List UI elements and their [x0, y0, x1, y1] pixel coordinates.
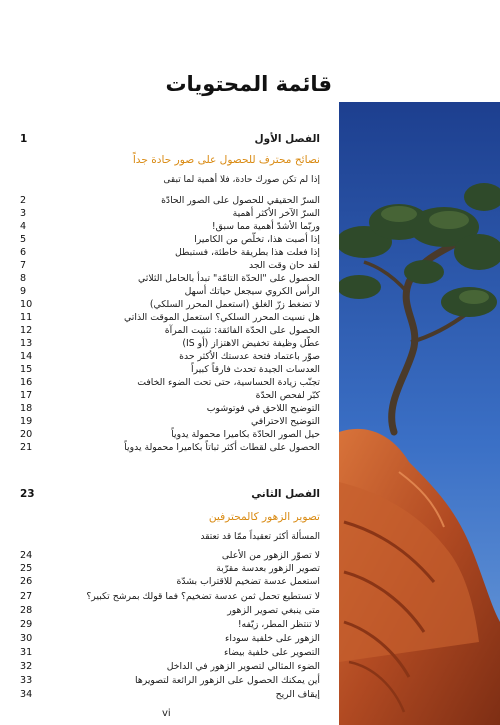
- entry-page-number: 26: [20, 576, 33, 587]
- entry-title: هل نسيت المحرر السلكي؟ استعمل الموقت الذاتي: [124, 312, 320, 323]
- toc-entry[interactable]: [20, 324, 320, 338]
- entry-page-number: 18: [20, 403, 33, 414]
- toc-entry[interactable]: [20, 428, 320, 442]
- toc-entry[interactable]: [20, 337, 320, 351]
- toc-entry[interactable]: [20, 376, 320, 390]
- entry-page-number: 6: [20, 247, 27, 258]
- toc-entry[interactable]: [20, 220, 320, 234]
- toc-entry[interactable]: [20, 259, 320, 273]
- entry-title: الحصول على لقطات أكثر ثباتاً بكاميرا محمولة يدوياً: [124, 442, 320, 453]
- entry-title: إذا فعلت هذا بطريقة خاطئة، فستبطل: [175, 247, 320, 258]
- entry-title: الحصول على "الحدّة التامّة" تبدأ بالحامل الثلاثي: [138, 273, 320, 284]
- entry-title: التوضيح الاحترافي: [250, 416, 320, 427]
- toc-entry[interactable]: [20, 604, 320, 618]
- toc-entry[interactable]: [20, 575, 320, 589]
- entry-title: متى ينبغي تصوير الزهور: [227, 605, 320, 616]
- toc-entry[interactable]: [20, 688, 320, 702]
- entry-title: لا تضغط زرّ الغلق (استعمل المحرر السلكي): [149, 299, 320, 310]
- toc-entry[interactable]: [20, 660, 320, 674]
- entry-title: تصوير الزهور بعدسة مقرّبة: [216, 563, 320, 574]
- tree-on-rock-photo: [339, 102, 500, 725]
- entry-title: التوضيح اللاحق في فوتوشوب: [206, 403, 320, 414]
- chapter-title: الفصل الثاني: [251, 488, 320, 500]
- chapter-subtitle: [20, 510, 320, 524]
- entry-page-number: 20: [20, 429, 33, 440]
- toc-entry[interactable]: [20, 246, 320, 260]
- entry-title: كبّر لفحص الحدّة: [255, 390, 320, 401]
- toc-entry[interactable]: [20, 618, 320, 632]
- entry-title: حيل الصور الحادّة بكاميرا محمولة يدوياً: [171, 429, 320, 440]
- chapter-page-number: 23: [20, 488, 35, 500]
- chapter-intro: [20, 530, 320, 544]
- entry-page-number: 21: [20, 442, 33, 453]
- toc-entry[interactable]: [20, 207, 320, 221]
- toc-entry[interactable]: [20, 389, 320, 403]
- entry-page-number: 7: [20, 260, 27, 271]
- toc-entry[interactable]: [20, 402, 320, 416]
- entry-title: السرّ الآخر الأكثر أهمية: [232, 208, 320, 219]
- entry-page-number: 16: [20, 377, 33, 388]
- chapter-subtitle: [20, 153, 320, 167]
- entry-page-number: 11: [20, 312, 33, 323]
- chapter-heading[interactable]: [20, 132, 320, 146]
- entry-page-number: 8: [20, 273, 27, 284]
- toc-entry[interactable]: [20, 590, 320, 604]
- chapter-intro: [20, 173, 320, 187]
- toc-entry[interactable]: [20, 233, 320, 247]
- chapter-intro-text: المسألة أكثر تعقيداً ممّا قد تعتقد: [200, 532, 320, 542]
- toc-entry[interactable]: [20, 298, 320, 312]
- toc-entry[interactable]: [20, 194, 320, 208]
- entry-title: السرّ الحقيقي للحصول على الصور الحادّة: [161, 195, 320, 206]
- page-number-footer: vi: [162, 708, 171, 719]
- entry-page-number: 19: [20, 416, 33, 427]
- entry-page-number: 29: [20, 619, 33, 630]
- entry-page-number: 25: [20, 563, 33, 574]
- entry-page-number: 32: [20, 661, 33, 672]
- chapter-subtitle-text: نصائح محترف للحصول على صور حادة جداً: [132, 154, 320, 166]
- entry-title: لا تستطيع تحمل ثمن عدسة تضخيم؟ فما قولك بمرشح تكبير؟: [86, 591, 320, 602]
- toc-entry[interactable]: [20, 632, 320, 646]
- toc-entry[interactable]: [20, 415, 320, 429]
- entry-title: الزهور على خلفية سوداء: [225, 633, 320, 644]
- entry-title: استعمل عدسة تضخيم للاقتراب بشدّة: [176, 576, 320, 587]
- toc-entry[interactable]: [20, 350, 320, 364]
- entry-page-number: 33: [20, 675, 33, 686]
- entry-page-number: 15: [20, 364, 33, 375]
- entry-page-number: 9: [20, 286, 27, 297]
- entry-title: تجنّب زيادة الحساسية، حتى تحت الضوء الخافت: [137, 377, 320, 388]
- entry-page-number: 14: [20, 351, 33, 362]
- entry-title: وربّما الأشدّ أهمية مما سبق!: [211, 221, 320, 232]
- entry-page-number: 13: [20, 338, 33, 349]
- entry-title: صوّر باعتماد فتحة عدستك الأكثر حدة: [179, 351, 320, 362]
- chapter-title: الفصل الأول: [254, 133, 320, 145]
- chapter-heading[interactable]: [20, 487, 320, 501]
- entry-title: الرأس الكروي سيجعل حياتك أسهل: [184, 286, 320, 297]
- entry-title: لا تنتظر المطر، زيّفه!: [237, 619, 320, 630]
- entry-title: أين يمكنك الحصول على الزهور الرائعة لتصويرها: [134, 675, 320, 686]
- chapter-page-number: 1: [20, 133, 28, 145]
- toc-entry[interactable]: [20, 285, 320, 299]
- entry-page-number: 27: [20, 591, 33, 602]
- toc-entry[interactable]: [20, 674, 320, 688]
- toc-entry[interactable]: [20, 549, 320, 563]
- page-title: قائمة المحتويات: [165, 72, 332, 96]
- entry-title: لقد حان وقت الجد: [248, 260, 320, 271]
- entry-page-number: 2: [20, 195, 27, 206]
- entry-page-number: 24: [20, 550, 33, 561]
- entry-title: عطّل وظيفة تخفيض الاهتزاز (أو IS): [182, 338, 320, 349]
- toc-entry[interactable]: [20, 363, 320, 377]
- entry-title: لا تصوّر الزهور من الأعلى: [221, 550, 320, 561]
- entry-title: إذا أصبت هذا، تخلّص من الكاميرا: [194, 234, 320, 245]
- entry-title: الحصول على الحدّة الفائقة: تثبيت المرآة: [164, 325, 320, 336]
- entry-title: العدسات الجيدة تحدث فارقاً كبيراً: [191, 364, 320, 375]
- entry-title: إيقاف الريح: [275, 689, 320, 700]
- toc-entry[interactable]: [20, 441, 320, 455]
- entry-title: الضوء المثالي لتصوير الزهور في الداخل: [166, 661, 320, 672]
- entry-page-number: 30: [20, 633, 33, 644]
- toc-entry[interactable]: [20, 272, 320, 286]
- entry-page-number: 28: [20, 605, 33, 616]
- entry-page-number: 34: [20, 689, 33, 700]
- chapter-intro-text: إذا لم تكن صورك حادة، فلا أهمية لما تبقى: [163, 175, 320, 185]
- entry-page-number: 10: [20, 299, 33, 310]
- entry-page-number: 17: [20, 390, 33, 401]
- chapter-subtitle-text: تصوير الزهور كالمحترفين: [208, 511, 320, 523]
- entry-page-number: 12: [20, 325, 33, 336]
- entry-page-number: 31: [20, 647, 33, 658]
- toc-entry[interactable]: [20, 311, 320, 325]
- toc-entry[interactable]: [20, 646, 320, 660]
- entry-page-number: 3: [20, 208, 27, 219]
- entry-page-number: 5: [20, 234, 27, 245]
- entry-title: التصوير على خلفية بيضاء: [223, 647, 320, 658]
- toc-entry[interactable]: [20, 562, 320, 576]
- entry-page-number: 4: [20, 221, 27, 232]
